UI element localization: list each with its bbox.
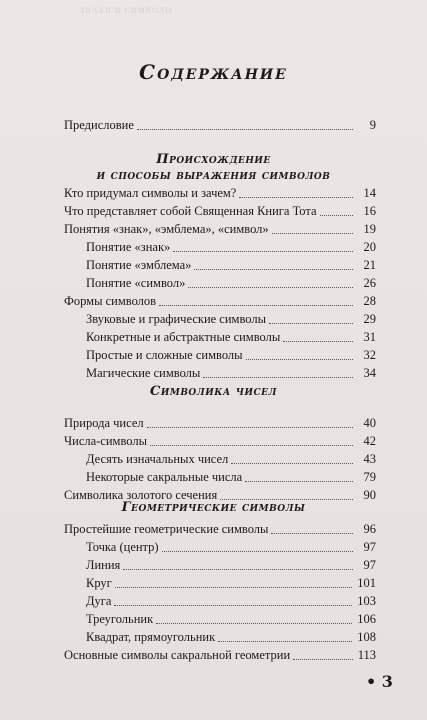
dot-leader bbox=[156, 623, 352, 624]
section-title-line: Происхождение bbox=[156, 152, 271, 167]
dot-leader bbox=[147, 427, 353, 428]
section-title-line: Геометрические символы bbox=[121, 500, 306, 515]
toc-entry-label: Понятие «символ» bbox=[86, 276, 186, 290]
toc-page-number: 97 bbox=[363, 540, 376, 554]
toc-page-number: 42 bbox=[363, 434, 376, 448]
toc-entry-label: Предисловие bbox=[64, 118, 134, 132]
toc-entry-label: Кто придумал символы и зачем? bbox=[64, 186, 237, 200]
toc-subentry bbox=[86, 328, 376, 346]
toc-entry-label: Треугольник bbox=[86, 612, 154, 626]
toc-entry-label: Десять изначальных чисел bbox=[86, 452, 229, 466]
toc-page-number: 34 bbox=[363, 366, 376, 380]
dot-leader bbox=[188, 287, 353, 288]
toc-entry-preface bbox=[64, 116, 376, 134]
toc-entry-label: Числа-символы bbox=[64, 434, 147, 448]
toc-subentry bbox=[86, 256, 376, 274]
toc-page-number: 32 bbox=[363, 348, 376, 362]
toc-entry-label: Формы символов bbox=[64, 294, 157, 308]
dot-leader bbox=[162, 551, 353, 552]
toc-page-number: 21 bbox=[363, 258, 376, 272]
toc-page-number: 31 bbox=[363, 330, 376, 344]
toc-entry-label: Квадрат, прямоугольник bbox=[86, 630, 216, 644]
toc-entry-label: Символика золотого сечения bbox=[64, 488, 218, 502]
toc-entry bbox=[64, 220, 376, 238]
toc-page-number: 96 bbox=[363, 522, 376, 536]
dot-leader bbox=[293, 659, 353, 660]
dot-leader bbox=[269, 323, 353, 324]
dot-leader bbox=[173, 251, 353, 252]
toc-page-number: 9 bbox=[369, 118, 376, 132]
toc-page-number: 20 bbox=[363, 240, 376, 254]
dot-leader bbox=[114, 605, 352, 606]
dot-leader bbox=[194, 269, 353, 270]
section-title-geometry bbox=[0, 500, 427, 516]
toc-entry-label: Простейшие геометрические символы bbox=[64, 522, 269, 536]
toc-subentry bbox=[86, 468, 376, 486]
dot-leader bbox=[218, 641, 352, 642]
section-title-line: и способы выражения символов bbox=[96, 168, 331, 183]
toc-page-number: 19 bbox=[363, 222, 376, 236]
page-title: Содержание bbox=[139, 60, 288, 84]
toc-page-number: 101 bbox=[357, 576, 376, 590]
toc-entry bbox=[64, 432, 376, 450]
toc-subentry bbox=[86, 450, 376, 468]
section-title-numbers bbox=[0, 384, 427, 400]
dot-leader bbox=[115, 587, 352, 588]
toc-page-number: 29 bbox=[363, 312, 376, 326]
toc-subentry bbox=[86, 556, 376, 574]
dot-leader bbox=[150, 445, 353, 446]
toc-page-number: 40 bbox=[363, 416, 376, 430]
dot-leader bbox=[246, 359, 353, 360]
toc-entry-label: Некоторые сакральные числа bbox=[86, 470, 243, 484]
toc-entry bbox=[64, 184, 376, 202]
toc-page-number: 106 bbox=[357, 612, 376, 626]
section-title-origin bbox=[0, 152, 427, 184]
toc-entry-label: Понятия «знак», «эмблема», «символ» bbox=[64, 222, 269, 236]
toc-entry-label: Точка (центр) bbox=[86, 540, 159, 554]
toc-entry-label: Понятие «эмблема» bbox=[86, 258, 192, 272]
toc-page-number: 103 bbox=[357, 594, 376, 608]
toc-entry bbox=[64, 520, 376, 538]
page-number: • 3 bbox=[366, 672, 393, 691]
toc-entry-label: Магические символы bbox=[86, 366, 201, 380]
toc-page-number: 97 bbox=[363, 558, 376, 572]
toc-entry-label: Понятие «знак» bbox=[86, 240, 171, 254]
toc-entry-label: Основные символы сакральной геометрии bbox=[64, 648, 291, 662]
dot-leader bbox=[272, 233, 353, 234]
dot-leader bbox=[159, 305, 353, 306]
dot-leader bbox=[231, 463, 353, 464]
toc-entry-label: Звуковые и графические символы bbox=[86, 312, 266, 326]
dot-leader bbox=[137, 129, 353, 130]
dot-leader bbox=[245, 481, 353, 482]
toc-entry-label: Линия bbox=[86, 558, 121, 572]
toc-subentry bbox=[86, 538, 376, 556]
toc-subentry bbox=[86, 364, 376, 382]
toc-entry-label: Конкретные и абстрактные символы bbox=[86, 330, 281, 344]
toc-page-number: 14 bbox=[363, 186, 376, 200]
toc-page-number: 43 bbox=[363, 452, 376, 466]
toc-subentry bbox=[86, 346, 376, 364]
toc-subentry bbox=[86, 238, 376, 256]
toc-entry bbox=[64, 202, 376, 220]
dot-leader bbox=[203, 377, 353, 378]
toc-entry-label: Дуга bbox=[86, 594, 112, 608]
toc-entry-label: Природа чисел bbox=[64, 416, 144, 430]
toc-subentry bbox=[86, 274, 376, 292]
running-header-bleedthrough: ЗНАКИ И СИМВОЛЫ bbox=[80, 6, 173, 15]
toc-subentry bbox=[86, 610, 376, 628]
toc-entry bbox=[64, 414, 376, 432]
toc-subentry bbox=[86, 628, 376, 646]
toc-page-number: 113 bbox=[357, 648, 376, 662]
toc-entry-label: Круг bbox=[86, 576, 112, 590]
toc-page-number: 26 bbox=[363, 276, 376, 290]
toc-page-number: 79 bbox=[363, 470, 376, 484]
dot-leader bbox=[283, 341, 353, 342]
toc-page-number: 16 bbox=[363, 204, 376, 218]
dot-leader bbox=[239, 197, 353, 198]
toc-subentry bbox=[86, 592, 376, 610]
dot-leader bbox=[271, 533, 353, 534]
toc-page-number: 108 bbox=[357, 630, 376, 644]
section-title-line: Символика чисел bbox=[150, 384, 277, 399]
toc-entry bbox=[64, 646, 376, 664]
toc-page-number: 90 bbox=[363, 488, 376, 502]
toc-entry-label: Что представляет собой Священная Книга Тота bbox=[64, 204, 317, 218]
dot-leader bbox=[123, 569, 353, 570]
dot-leader bbox=[320, 215, 353, 216]
toc-entry-label: Простые и сложные символы bbox=[86, 348, 243, 362]
toc-subentry bbox=[86, 574, 376, 592]
toc-entry bbox=[64, 292, 376, 310]
toc-page-number: 28 bbox=[363, 294, 376, 308]
toc-subentry bbox=[86, 310, 376, 328]
